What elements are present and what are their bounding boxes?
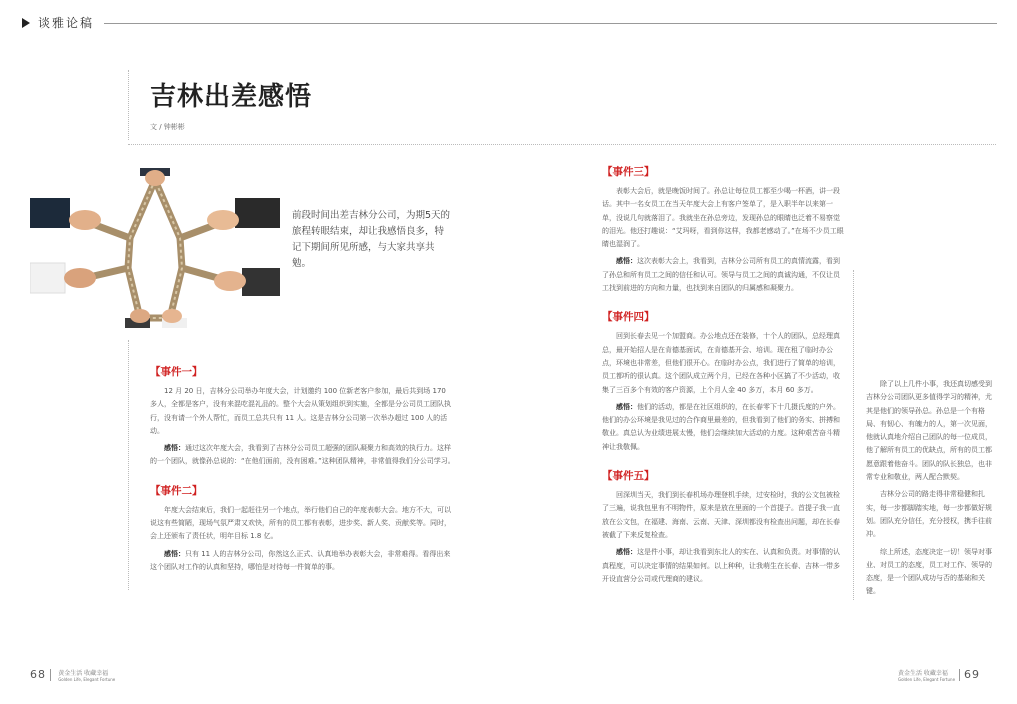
reflection-label: 感悟： bbox=[616, 402, 637, 411]
closing-paragraph: 吉林分公司的路走得非常稳健和扎实，每一步都脚踏实地，每一步都做好规划。团队充分信任，充分授权，携手往前冲。 bbox=[866, 490, 992, 539]
event-5-heading: 【事件五】 bbox=[602, 470, 655, 483]
reflection-label: 感悟： bbox=[164, 549, 185, 558]
footer-divider bbox=[50, 669, 51, 681]
event-5-reflection bbox=[602, 546, 844, 586]
middle-column bbox=[602, 164, 844, 586]
reflection-text: 他们的活动，都是在社区组织的，在长春零下十几摄氏度的户外。他们的办公环境是我见过的合作商里最差的，但我看到了他们的务实、拼搏和敬业。真总认为业绩进展太慢，他们会继续加大活动的力度。这种艰苦奋斗精神让我敬佩。 bbox=[602, 402, 840, 451]
event-2-body: 年度大会结束后，我们一起赶往另一个地点，举行他们自己的年度表彰大会。地方不大，可以说这有些简陋，现场气氛严肃又欢快，所有的员工都有表彰，进步奖、新人奖、贡献奖等。同时，会上还颁布了责任状，明年目标 1.8 亿。 bbox=[150, 505, 451, 541]
event-5-body: 回深圳当天，我们到长春机场办理登机手续，过安检时，我的公文包被检了三遍，说我包里有不明物件，原来是放在里面的一个首提子。首提子我一直放在公文包，在福建、海南、云南、天津、深圳都没有检查出问题，却在长春被截了下来反复检查。 bbox=[602, 491, 840, 539]
brand-en: Golden Life, Elegant Fortune bbox=[58, 677, 116, 682]
header-rule bbox=[104, 23, 997, 24]
left-column bbox=[150, 364, 455, 574]
page-number-left: 68 bbox=[30, 668, 46, 681]
reflection-text: 只有 11 人的吉林分公司，你然这么正式、认真地举办表彰大会，非常难得。看得出来这个团队对工作的认真和坚持，哪怕是对待每一件简单的事。 bbox=[150, 549, 451, 571]
article-title: 吉林出差感悟 bbox=[150, 82, 313, 112]
event-4-body: 回到长春去见一个加盟商。办公地点还在装修，十个人的团队，总经理真总，最开始招人是在肯德基面试，在肯德基开会、培训。现在租了临时办公点，环境也非常差，但他们很开心。在临时办公点，我们进行了简单的培训，员工都听的很认真。这个团队成立两个月，已经在各种小区搞了不少活动，收集了三百多个有效的客户资源，上个月人金 40 多万，本月 60 多万。 bbox=[602, 332, 840, 394]
divider-horizontal bbox=[128, 144, 996, 145]
event-4-reflection bbox=[602, 401, 844, 454]
event-2-reflection bbox=[150, 548, 455, 575]
brand-cn: 黄金生活 收藏幸福 bbox=[898, 670, 948, 677]
divider-vertical bbox=[128, 70, 129, 140]
event-1-reflection bbox=[150, 442, 455, 469]
section-header bbox=[22, 14, 997, 36]
footer-divider bbox=[959, 669, 960, 681]
hands-rope-photo bbox=[30, 168, 280, 328]
event-1-heading: 【事件一】 bbox=[150, 366, 203, 378]
closing-paragraph: 综上所述，态度决定一切！领导对事业、对员工的态度，员工对工作、领导的态度，是一个团队成功与否的基础和关键。 bbox=[866, 547, 992, 596]
reflection-label: 感悟： bbox=[616, 548, 637, 557]
event-3-body: 表彰大会后，就是晚饭时间了。孙总让每位员工都至少喝一杯酒，讲一段话。其中一名女员工在当天年度大会上有客户签单了，是入职半年以来第一单，没说几句就落泪了。我就坐在孙总旁边，发现孙总的眼睛也泛着不易察觉的泪光。他还打趣说：“艾玛呀，看到你这样，我都老感动了。”在场不少员工眼睛也湿润了。 bbox=[602, 187, 844, 249]
footer-brand bbox=[898, 668, 955, 682]
reflection-label: 感悟： bbox=[616, 257, 637, 266]
footer-brand bbox=[58, 668, 115, 682]
right-column bbox=[866, 378, 994, 599]
event-4-heading: 【事件四】 bbox=[602, 311, 655, 324]
reflection-text: 这次表彰大会上，我看到，吉林分公司所有员工的真情流露，看到了孙总和所有员工之间的信任和认可。领导与员工之间的真诚沟通，不仅让员工找到前进的方向和力量，也找到来自团队的归属感和凝聚力。 bbox=[602, 257, 840, 293]
event-1-body: 12 月 20 日，吉林分公司举办年度大会，计划邀约 100 位新老客户参加，最后共到场 170 多人，全都是客户，没有来混吃混礼品的。整个大会从策划组织到实施，全都是分公司员工团队执行，没有请一个外人帮忙，而员工总共只有 11 人。这是吉林分公司第一次举办超过 100 人的活动。 bbox=[150, 387, 451, 435]
event-2-heading: 【事件二】 bbox=[150, 484, 203, 497]
event-3-reflection bbox=[602, 255, 844, 295]
section-label: 谈雅论稿 bbox=[38, 16, 95, 30]
reflection-label: 感悟： bbox=[164, 444, 185, 453]
footer-right bbox=[898, 668, 980, 682]
event-3-heading: 【事件三】 bbox=[602, 166, 655, 178]
article-intro: 前段时间出差吉林分公司，为期5天的旅程转眼结束，却让我感悟良多，特记下期间所见所感，与大家共享共勉。 bbox=[292, 210, 451, 269]
brand-cn: 黄金生活 收藏幸福 bbox=[58, 670, 109, 677]
divider-vertical bbox=[128, 340, 129, 590]
triangle-marker-icon bbox=[22, 18, 30, 28]
brand-en: Golden Life, Elegant Fortune bbox=[898, 677, 956, 682]
reflection-text: 这是件小事，却让我看到东北人的实在、认真和负责。对事情的认真程度，可以决定事情的结果如何。以上种种，让我萌生在长春、吉林一带多开设直营分公司或代理商的建议。 bbox=[602, 548, 840, 583]
divider-vertical bbox=[853, 270, 854, 600]
reflection-text: 通过这次年度大会，我看到了吉林分公司员工超强的团队凝聚力和高效的执行力。这样的一个团队，就像孙总说的：“在他们面前，没有困难。”这种团队精神，非常值得我们分公司学习。 bbox=[150, 444, 455, 466]
footer-left bbox=[30, 668, 115, 682]
article-author: 文 / 钟彬彬 bbox=[150, 123, 185, 131]
closing-paragraph: 除了以上几件小事，我还真切感受到吉林分公司团队更多值得学习的精神，尤其是他们的领导孙总。孙总是一个有格局、有韧心、有魄力的人，第一次见面，他就认真地介绍自己团队的每一位成员，他了解所有员工的优缺点，所有的员工都愿意跟着他奋斗。团队的队长独总，也非常专业和敬业，两人配合默契。 bbox=[866, 380, 992, 482]
page-number-right: 69 bbox=[964, 668, 981, 681]
